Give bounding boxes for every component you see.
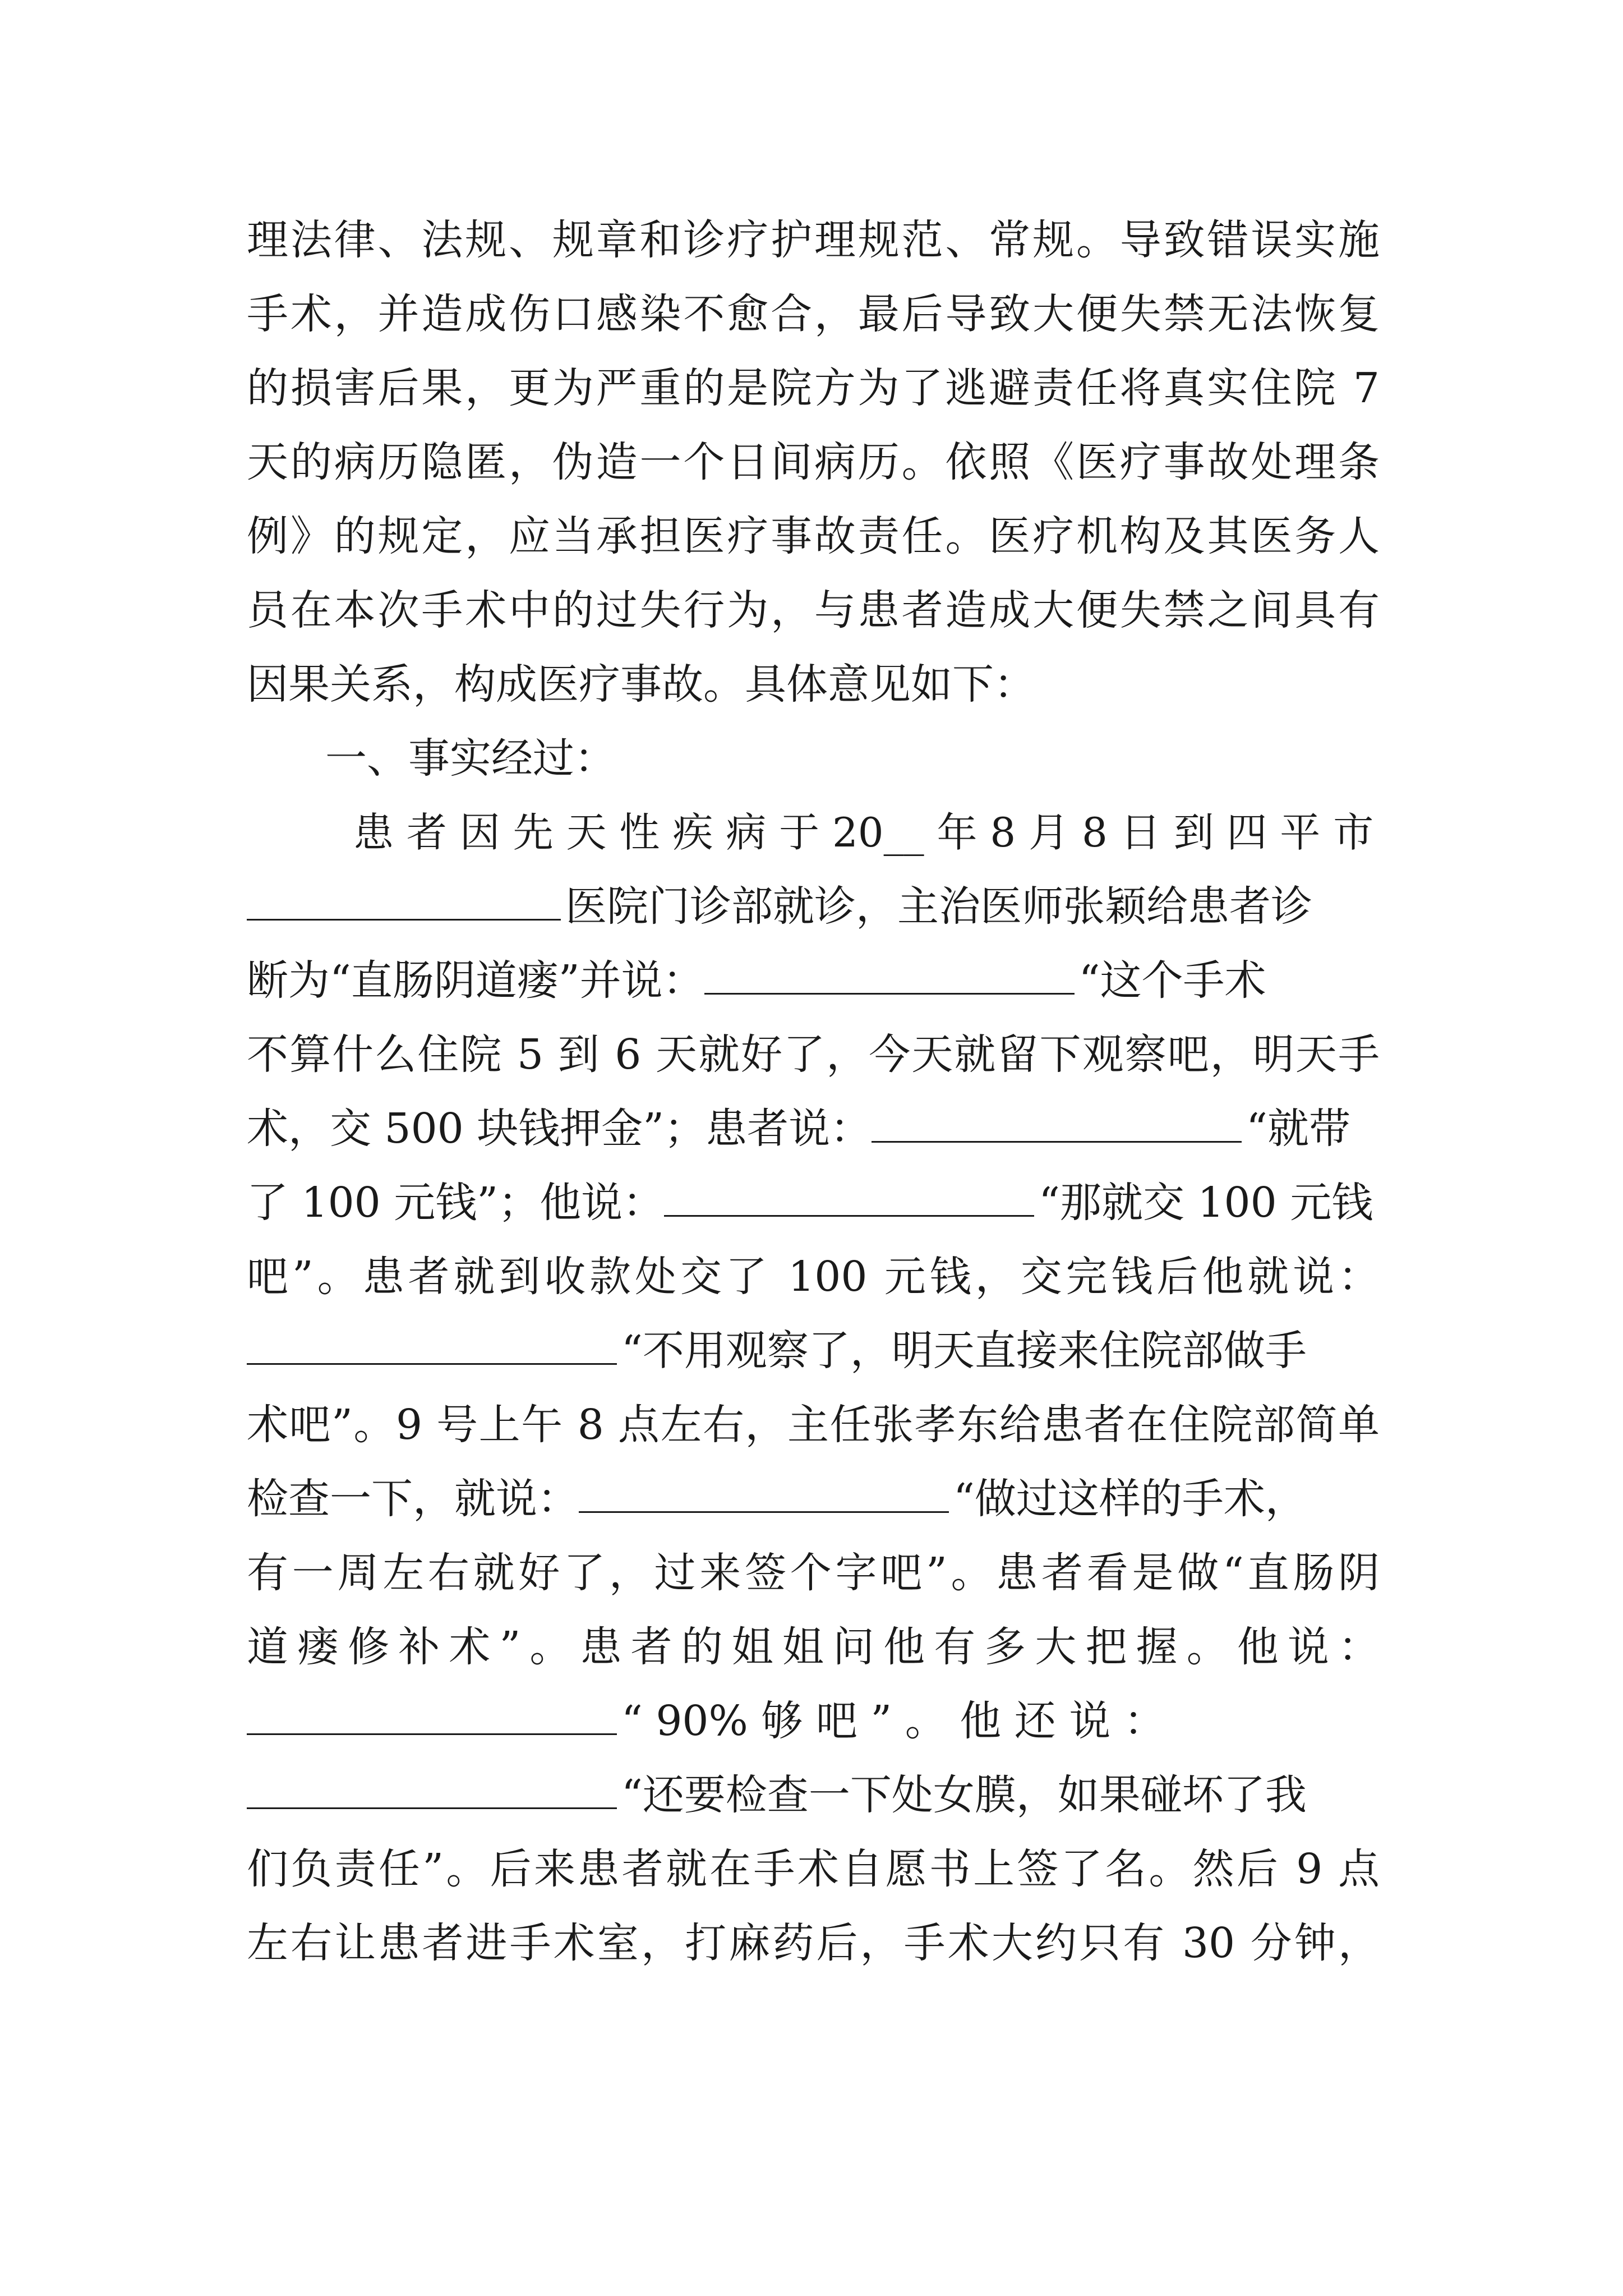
paragraph-line: [247, 1175, 1380, 1231]
line-text: “就带: [1246, 1105, 1350, 1153]
fill-in-blank[interactable]: [579, 1475, 949, 1513]
fill-in-blank[interactable]: [872, 1105, 1242, 1143]
fill-in-blank[interactable]: [247, 883, 561, 921]
line-text: “还要检查一下处女膜，如果碰坏了我: [621, 1771, 1307, 1819]
fill-in-blank[interactable]: [704, 957, 1075, 995]
line-text: “ 90% 够 吧 ” 。 他 还 说 ：: [621, 1697, 1165, 1745]
line-text: “做过这样的手术，: [953, 1475, 1307, 1523]
paragraph-line: 理法律、法规、规章和诊疗护理规范、常规。导致错误实施: [247, 216, 1380, 264]
paragraph-line: 们负责任”。后来患者就在手术自愿书上签了名。然后 9 点: [247, 1845, 1380, 1893]
fill-in-blank[interactable]: [247, 1327, 617, 1365]
line-text: 检查一下，就说：: [247, 1475, 579, 1523]
paragraph-line: [247, 1767, 1380, 1823]
paragraph-line: 不算什么住院 5 到 6 天就好了，今天就留下观察吧，明天手: [247, 1030, 1380, 1079]
paragraph-line: 例》的规定，应当承担医疗事故责任。医疗机构及其医务人: [247, 512, 1380, 560]
fill-in-blank[interactable]: [247, 1697, 617, 1735]
paragraph-line: 吧”。患者就到收款处交了 100 元钱，交完钱后他就说：: [247, 1253, 1380, 1301]
paragraph-line: [247, 1471, 1380, 1527]
line-text: 断为“直肠阴道瘘”并说：: [247, 956, 704, 1005]
line-text: “不用观察了，明天直接来住院部做手: [621, 1327, 1307, 1375]
paragraph-line: 的损害后果，更为严重的是院方为了逃避责任将真实住院 7: [247, 364, 1380, 412]
paragraph-line: 因果关系，构成医疗事故。具体意见如下：: [247, 660, 1035, 708]
paragraph-line: [247, 1693, 1380, 1749]
line-text: “那就交 100 元钱: [1039, 1179, 1373, 1227]
paragraph-line: 员在本次手术中的过失行为，与患者造成大便失禁之间具有: [247, 586, 1380, 634]
paragraph-line: 患 者 因 先 天 性 疾 病 于 20__ 年 8 月 8 日 到 四 平 市: [353, 809, 1374, 856]
paragraph-line: 道瘘修补术”。患者的姐姐问他有多大把握。他说：: [247, 1623, 1380, 1671]
line-text: “这个手术: [1078, 956, 1266, 1005]
paragraph-line: [247, 1323, 1380, 1379]
line-text: 医院门诊部就诊，主治医师张颖给患者诊: [565, 882, 1312, 931]
paragraph-line: [247, 1101, 1380, 1157]
paragraph-line: 手术，并造成伤口感染不愈合，最后导致大便失禁无法恢复: [247, 290, 1380, 338]
paragraph-line: 术吧”。9 号上午 8 点左右，主任张孝东给患者在住院部简单: [247, 1401, 1380, 1449]
fill-in-blank[interactable]: [247, 1772, 617, 1809]
fill-in-blank[interactable]: [664, 1179, 1034, 1217]
line-text: 了 100 元钱”；他说：: [247, 1179, 665, 1227]
paragraph-line: 左右让患者进手术室，打麻药后，手术大约只有 30 分钟，: [247, 1919, 1380, 1967]
paragraph-line: 天的病历隐匿，伪造一个日间病历。依照《医疗事故处理条: [247, 438, 1380, 486]
line-text: 术，交 500 块钱押金”；患者说：: [247, 1105, 872, 1153]
section-heading: 一、事实经过：: [325, 734, 616, 783]
paragraph-line: [247, 953, 1380, 1009]
paragraph-line: [247, 878, 1380, 935]
paragraph-line: 有一周左右就好了，过来签个字吧”。患者看是做“直肠阴: [247, 1549, 1380, 1597]
